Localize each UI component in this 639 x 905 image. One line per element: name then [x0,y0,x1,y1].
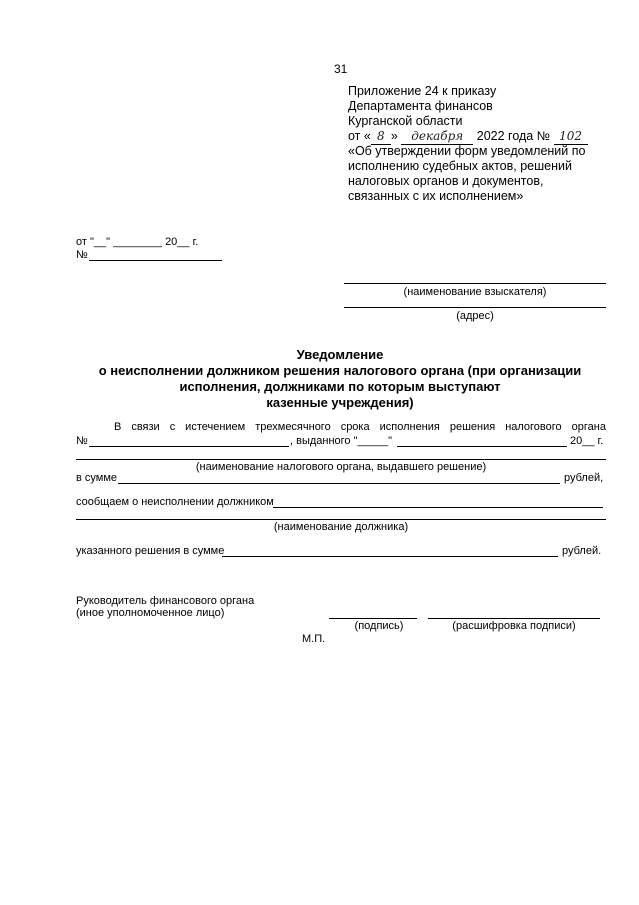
stamp-place: М.П. [302,633,326,645]
order-number-field [554,129,588,145]
document-title [40,347,639,411]
head-line-1: Руководитель финансового органа [76,595,255,607]
date-mid: » [390,129,398,143]
caption-transcript: (расшифровка подписи) [452,620,576,632]
debtor-line-2 [76,519,606,520]
left-number-prefix: № [76,249,88,261]
title-line-2: о неисполнении должником решения налогового органа (при организации [98,363,582,378]
caption-addressee-name: (наименование взыскателя) [403,286,547,298]
notify-text: сообщаем о неисполнении должником [76,496,274,508]
date-day-handwritten: 8 [377,129,385,143]
decision-amount-text: указанного решения в сумме [76,545,225,557]
date-month-handwritten: декабря [411,129,464,143]
header-line-3: Курганской области [348,114,463,128]
para-word: с [169,421,176,433]
signature-line [329,618,417,619]
date-month-field [401,129,473,145]
header-line-2: Департамента финансов [348,99,493,113]
decision-number-line [89,446,289,447]
issued-date-line [397,446,567,447]
para-word: срока [340,421,370,433]
rubles-end-text: рублей. [562,545,602,557]
caption-debtor: (наименование должника) [273,521,409,533]
issued-text: , выданного "_____" [290,435,393,447]
addressee-name-line [344,283,606,284]
year-suffix: 20__ г. [570,435,604,447]
addressee-address-line [344,307,606,308]
header-line-6: исполнению судебных актов, решений [348,159,572,173]
title-line-3: исполнения, должниками по которым выступают [179,379,501,394]
para-word: исполнения [379,421,440,433]
para-word: связи [131,421,160,433]
transcript-line [428,618,600,619]
order-number-handwritten: 102 [559,129,583,143]
date-prefix: от « [348,129,371,143]
caption-tax-authority: (наименование налогового органа, выдавшего решение) [195,461,487,473]
tax-authority-line [76,459,606,460]
date-year: 2022 года № [476,129,551,143]
para-word: налогового [505,421,562,433]
header-line-5: «Об утверждении форм уведомлений по [348,144,586,158]
header-date-line [348,129,608,144]
date-day-field [371,129,391,145]
para-word: трехмесячного [255,421,331,433]
header-line-7: налоговых органов и документов, [348,174,544,188]
amount-line [118,483,560,484]
para-word: В [114,421,122,433]
debtor-line-1 [273,507,603,508]
caption-addressee-address: (адрес) [456,310,494,322]
para-word: решения [449,421,496,433]
head-line-2: (иное уполномоченное лицо) [76,607,225,619]
title-line-4: казенные учреждения) [266,395,414,410]
para-word: истечением [185,421,246,433]
header-block [348,84,608,204]
caption-signature: (подпись) [354,620,404,632]
page-number: 31 [334,62,348,76]
left-date-line: от "__" ________ 20__ г. [76,236,199,248]
header-line-8: связанных с их исполнением» [348,189,524,203]
num-prefix: № [76,435,88,447]
para-word: органа [571,421,606,433]
left-number-line [89,260,222,261]
decision-amount-line [222,556,558,557]
amount-prefix: в сумме [76,472,118,484]
rubles-text: рублей, [564,472,604,484]
title-line-1: Уведомление [296,347,384,362]
header-line-1: Приложение 24 к приказу [348,84,497,98]
paragraph-1 [114,421,606,434]
